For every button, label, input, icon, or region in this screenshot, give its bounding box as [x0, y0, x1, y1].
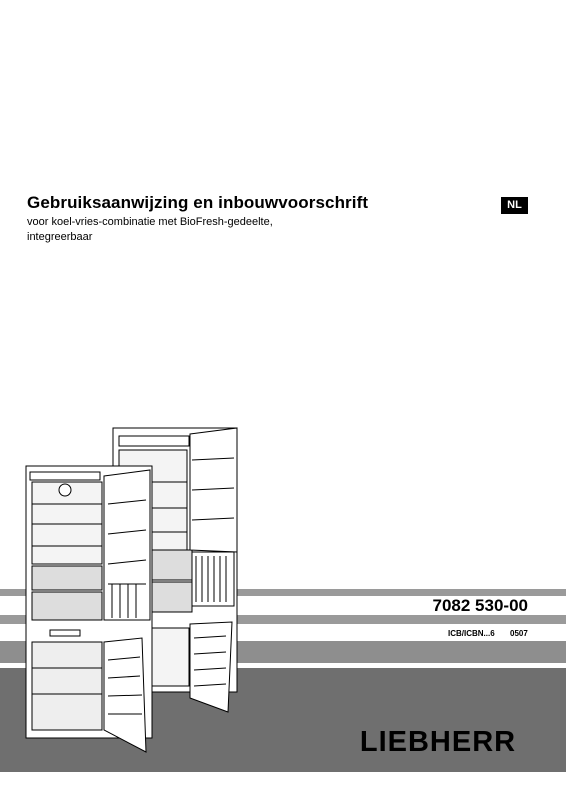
- page-subtitle: [27, 215, 273, 245]
- model-code: ICB/ICBN...6: [448, 629, 495, 638]
- model-number: 7082 530-00: [432, 596, 528, 615]
- fridge-illustration: [20, 424, 242, 756]
- front-appliance: [26, 466, 152, 752]
- logo-text: LIEBHERR: [359, 727, 517, 755]
- subtitle-line-1: voor koel-vries-combinatie met BioFresh-gedeelte,: [27, 216, 273, 228]
- subtitle-line-2: integreerbaar: [27, 231, 93, 243]
- language-badge: NL: [501, 197, 528, 214]
- page-title: Gebruiksaanwijzing en inbouwvoorschrift: [27, 193, 369, 212]
- edition-code: 0507: [510, 629, 528, 638]
- liebherr-logo: [346, 727, 530, 755]
